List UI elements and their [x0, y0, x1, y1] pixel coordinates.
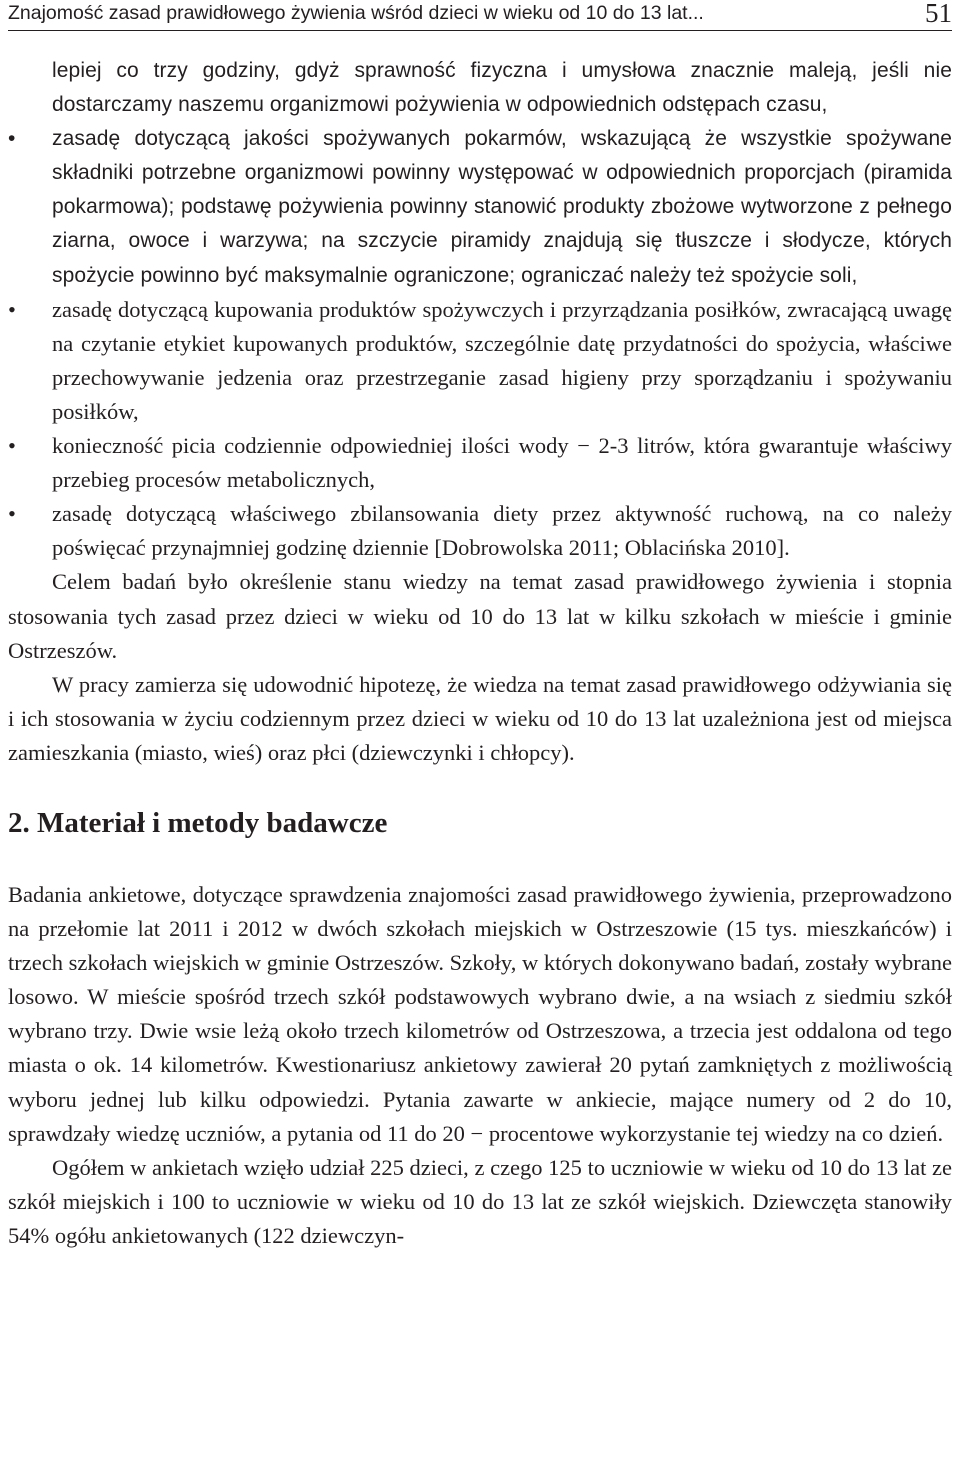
list-item — [8, 429, 952, 497]
bullet-marker: • — [8, 296, 16, 322]
page-body — [8, 54, 952, 1253]
paragraph-aim: Celem badań było określenie stanu wiedzy na temat zasad prawidłowego żywienia i stopnia stosowania tych zasad przez dzieci w wieku od 10 do 13 lat w kilku szkołach w mieście i gminie Ostrzeszów. — [8, 569, 952, 663]
list-item — [8, 293, 952, 429]
list-item-text: zasadę dotyczącą jakości spożywanych pokarmów, wskazującą że wszystkie spożywane składniki potrzebne organizmowi powinny występować w odpowiednich proporcjach (piramida pokarmowa); podstawę pożywienia powinny stanowić produkty zbożowe wytworzone z pełnego ziarna, owoce i warzywa; na szczycie piramidy znajdują się tłuszcze i słodycze, których spożycie powinno być maksymalnie ograniczone; ograniczać należy też spożycie soli, — [52, 127, 952, 287]
paragraph-methods-2: Ogółem w ankietach wzięło udział 225 dzieci, z czego 125 to uczniowie w wieku od 10 do 13 lat ze szkół miejskich i 100 to uczniowie w wieku od 10 do 13 lat ze szkół wiejskich. Dziewczęta stanowiły 54% ogółu ankietowanych (122 dziewczyn- — [8, 1154, 952, 1248]
paragraph-hypothesis: W pracy zamierza się udowodnić hipotezę, że wiedza na temat zasad prawidłowego odżywiania się i ich stosowania w życiu codziennym przez dzieci w wieku od 10 do 13 lat uzależniona jest od miejsca zamieszkania (miasto, wieś) oraz płci (dziewczynki i chłopcy). — [8, 671, 952, 765]
bullet-marker: • — [8, 501, 16, 527]
paragraph-methods-1: Badania ankietowe, dotyczące sprawdzenia znajomości zasad prawidłowego żywienia, przeprowadzono na przełomie lat 2011 i 2012 w dwóch szkołach miejskich w Ostrzeszowie (15 tys. mieszkańców) i trzech szkołach wiejskich w gminie Ostrzeszów. Szkoły, w których dokonywano badań, zostały wybrane losowo. W mieście spośród trzech szkół podstawowych wybrano dwie, a na wsiach z siedmiu szkół wybrano trzy. Dwie wsie leżą około trzech kilometrów od Ostrzeszowa, a trzecia jest oddalona od tego miasta o ok. 14 kilometrów. Kwestionariusz ankietowy zawierał 20 pytań zamkniętych z możliwością wyboru jednej lub kilku odpowiedzi. Pytania zawarte w ankiecie, mające numery od 2 do 10, sprawdzały wiedzę uczniów, a pytania od 11 do 20 − procentowe wykorzystanie tej wiedzy na co dzień. — [8, 881, 952, 1146]
list-item-text: zasadę dotyczącą kupowania produktów spożywczych i przyrządzania posiłków, zwracającą uwagę na czytanie etykiet kupowanych produktów, szczególnie datę przydatności do spożycia, właściwe przechowywanie jedzenia oraz przestrzeganie zasad higieny przy sporządzaniu i spożywaniu posiłków, — [52, 296, 952, 424]
list-item — [8, 122, 952, 292]
running-header — [8, 0, 952, 31]
page-number: 51 — [925, 0, 952, 28]
list-item-text: zasadę dotyczącą właściwego zbilansowania diety przez aktywność ruchową, na co należy poświęcać przynajmniej godzinę dziennie [Dobrowolska 2011; Oblacińska 2010]. — [52, 501, 952, 561]
list-continuation-text: lepiej co trzy godziny, gdyż sprawność fizyczna i umysłowa znacznie maleją, jeśli nie dostarczamy naszemu organizmowi pożywienia w odpowiednich odstępach czasu, — [52, 59, 952, 117]
list-item — [8, 497, 952, 565]
principles-list — [8, 122, 952, 565]
bullet-marker: • — [8, 433, 16, 459]
bullet-marker: • — [8, 127, 16, 151]
running-title: Znajomość zasad prawidłowego żywienia wśród dzieci w wieku od 10 do 13 lat... — [8, 2, 704, 24]
section-heading: 2. Materiał i metody badawcze — [8, 806, 388, 839]
list-item-text: konieczność picia codziennie odpowiedniej ilości wody − 2-3 litrów, która gwarantuje właściwy przebieg procesów metabolicznych, — [52, 433, 952, 493]
